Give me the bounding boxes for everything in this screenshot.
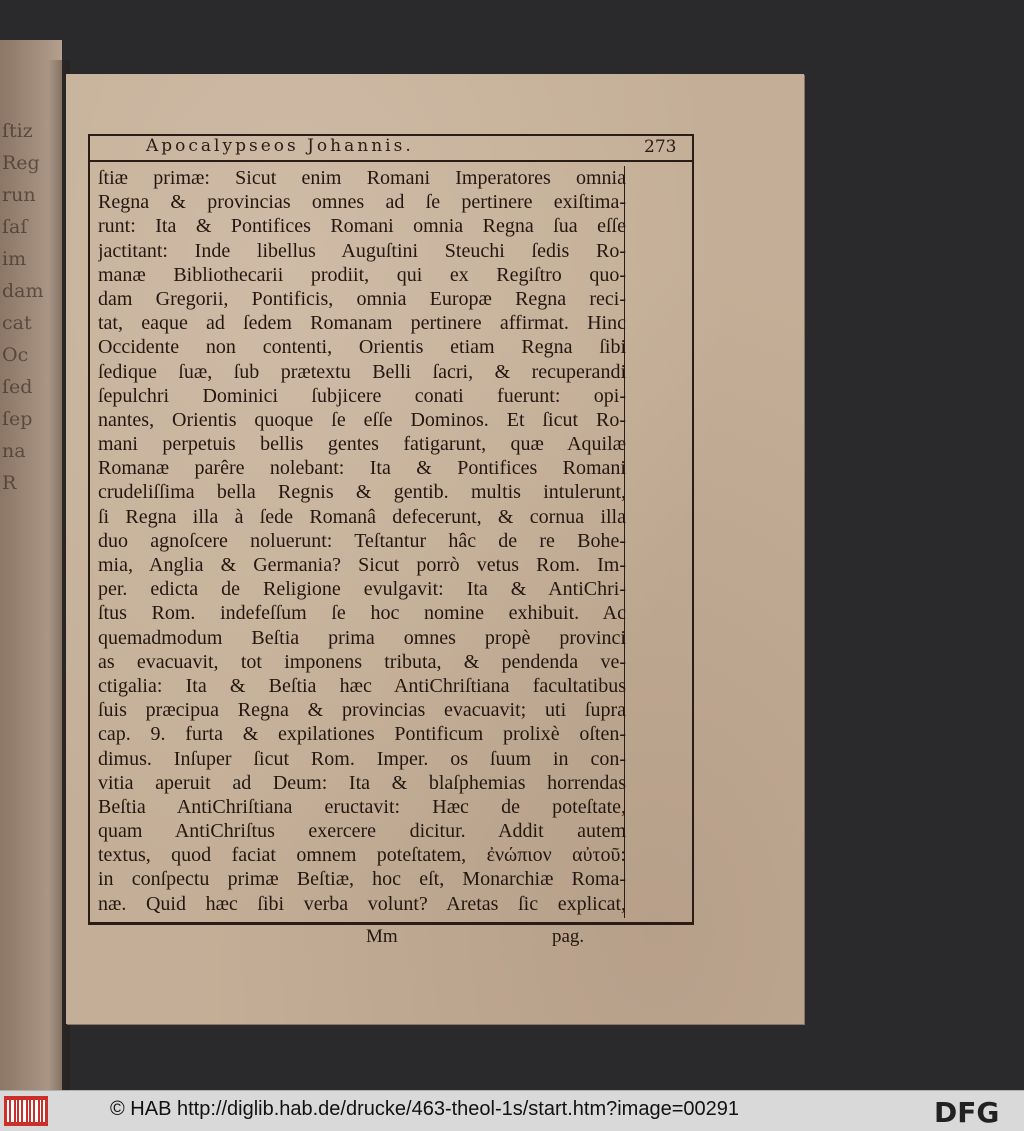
text-line: jactitant: Inde libellus Auguſtini Steuchi ſedis Ro- bbox=[98, 239, 626, 262]
book-page bbox=[66, 74, 804, 1024]
text-line: nantes, Orientis quoque ſe eſſe Dominos. Et ſicut Ro- bbox=[98, 408, 626, 431]
text-line: quemadmodum Beſtia prima omnes propè provinci bbox=[98, 626, 626, 649]
header-rule bbox=[88, 160, 694, 162]
text-line: Occidente non contenti, Orientis etiam Regna ſibi bbox=[98, 336, 626, 359]
text-line: ſuis præcipua Regna & provincias evacuavit; uti ſupra bbox=[98, 699, 626, 722]
dfg-logo-text: DFG bbox=[934, 1096, 1000, 1127]
text-line: duo agnoſcere noluerunt: Teſtantur hâc de re Bohe- bbox=[98, 529, 626, 552]
body-text bbox=[98, 166, 626, 916]
signature-mark: Mm bbox=[366, 926, 398, 947]
text-line: runt: Ita & Pontifices Romani omnia Regna ſua eſſe bbox=[98, 215, 626, 238]
text-line: Regna & provincias omnes ad ſe pertinere exiſtima- bbox=[98, 191, 626, 214]
text-line: mani perpetuis bellis gentes fatigarunt, quæ Aquilæ bbox=[98, 433, 626, 456]
text-line: cap. 9. furta & expilationes Pontificum prolixè oſten- bbox=[98, 723, 626, 746]
footer-bar bbox=[0, 1090, 1024, 1131]
text-line: dam Gregorii, Pontificis, omnia Europæ Regna reci- bbox=[98, 287, 626, 310]
previous-page-edge: ſtiz Reg run ſaſ im dam cat Oc ſed ſep na R bbox=[0, 40, 62, 1090]
text-line: næ. Quid hæc ſibi verba volunt? Aretas ſic explicat, bbox=[98, 892, 626, 915]
text-line: ſedique ſuæ, ſub prætextu Belli ſacri, & recuperandi bbox=[98, 360, 626, 383]
text-line: Romanæ parêre nolebant: Ita & Pontifices Romani bbox=[98, 457, 626, 480]
text-line: per. edicta de Religione evulgavit: Ita & AntiChri- bbox=[98, 578, 626, 601]
text-line: quam AntiChriſtus exercere dicitur. Addit autem bbox=[98, 820, 626, 843]
dfg-logo-icon bbox=[932, 1095, 1018, 1127]
text-line: ſi Regna illa à ſede Romanâ defecerunt, & cornua illa bbox=[98, 505, 626, 528]
text-line: ſtiæ primæ: Sicut enim Romani Imperatores omnia bbox=[98, 167, 626, 189]
source-link[interactable]: © HAB http://diglib.hab.de/drucke/463-theol-1s/start.htm?image=00291 bbox=[110, 1098, 739, 1120]
text-line: tat, eaque ad ſedem Romanam pertinere affirmat. Hinc bbox=[98, 312, 626, 335]
text-line: ſtus Rom. indefeſſum ſe hoc nomine exhibuit. Ac bbox=[98, 602, 626, 625]
text-line: dimus. Inſuper ſicut Rom. Imper. os ſuum in con- bbox=[98, 747, 626, 770]
text-line: as evacuavit, tot imponens tributa, & pendenda ve- bbox=[98, 650, 626, 673]
barcode-icon bbox=[4, 1096, 48, 1126]
text-line: crudeliſſima bella Regnis & gentib. multis intulerunt, bbox=[98, 481, 626, 504]
running-title: Apocalypseos Johannis. bbox=[146, 136, 414, 156]
catchword: pag. bbox=[552, 926, 585, 947]
text-line: Beſtia AntiChriſtiana eructavit: Hæc de poteſtate, bbox=[98, 795, 626, 818]
text-line: mia, Anglia & Germania? Sicut porrò vetus Rom. Im- bbox=[98, 554, 626, 576]
text-line: textus, quod faciat omnem poteſtatem, ἐνώπιον αὐτοῦ: bbox=[98, 844, 626, 867]
footer-rule bbox=[88, 924, 694, 925]
text-line: vitia aperuit ad Deum: Ita & blaſphemias horrendas bbox=[98, 771, 626, 794]
text-line: manæ Bibliothecarii prodiit, qui ex Regiſtro quo- bbox=[98, 263, 626, 286]
text-line: ctigalia: Ita & Beſtia hæc AntiChriſtiana facultatibus bbox=[98, 674, 626, 697]
page-number: 273 bbox=[644, 137, 677, 157]
text-line: in conſpectu primæ Beſtiæ, hoc eſt, Monarchiæ Roma- bbox=[98, 868, 626, 891]
text-line: ſepulchri Dominici ſubjicere conati fuerunt: opi- bbox=[98, 384, 626, 407]
